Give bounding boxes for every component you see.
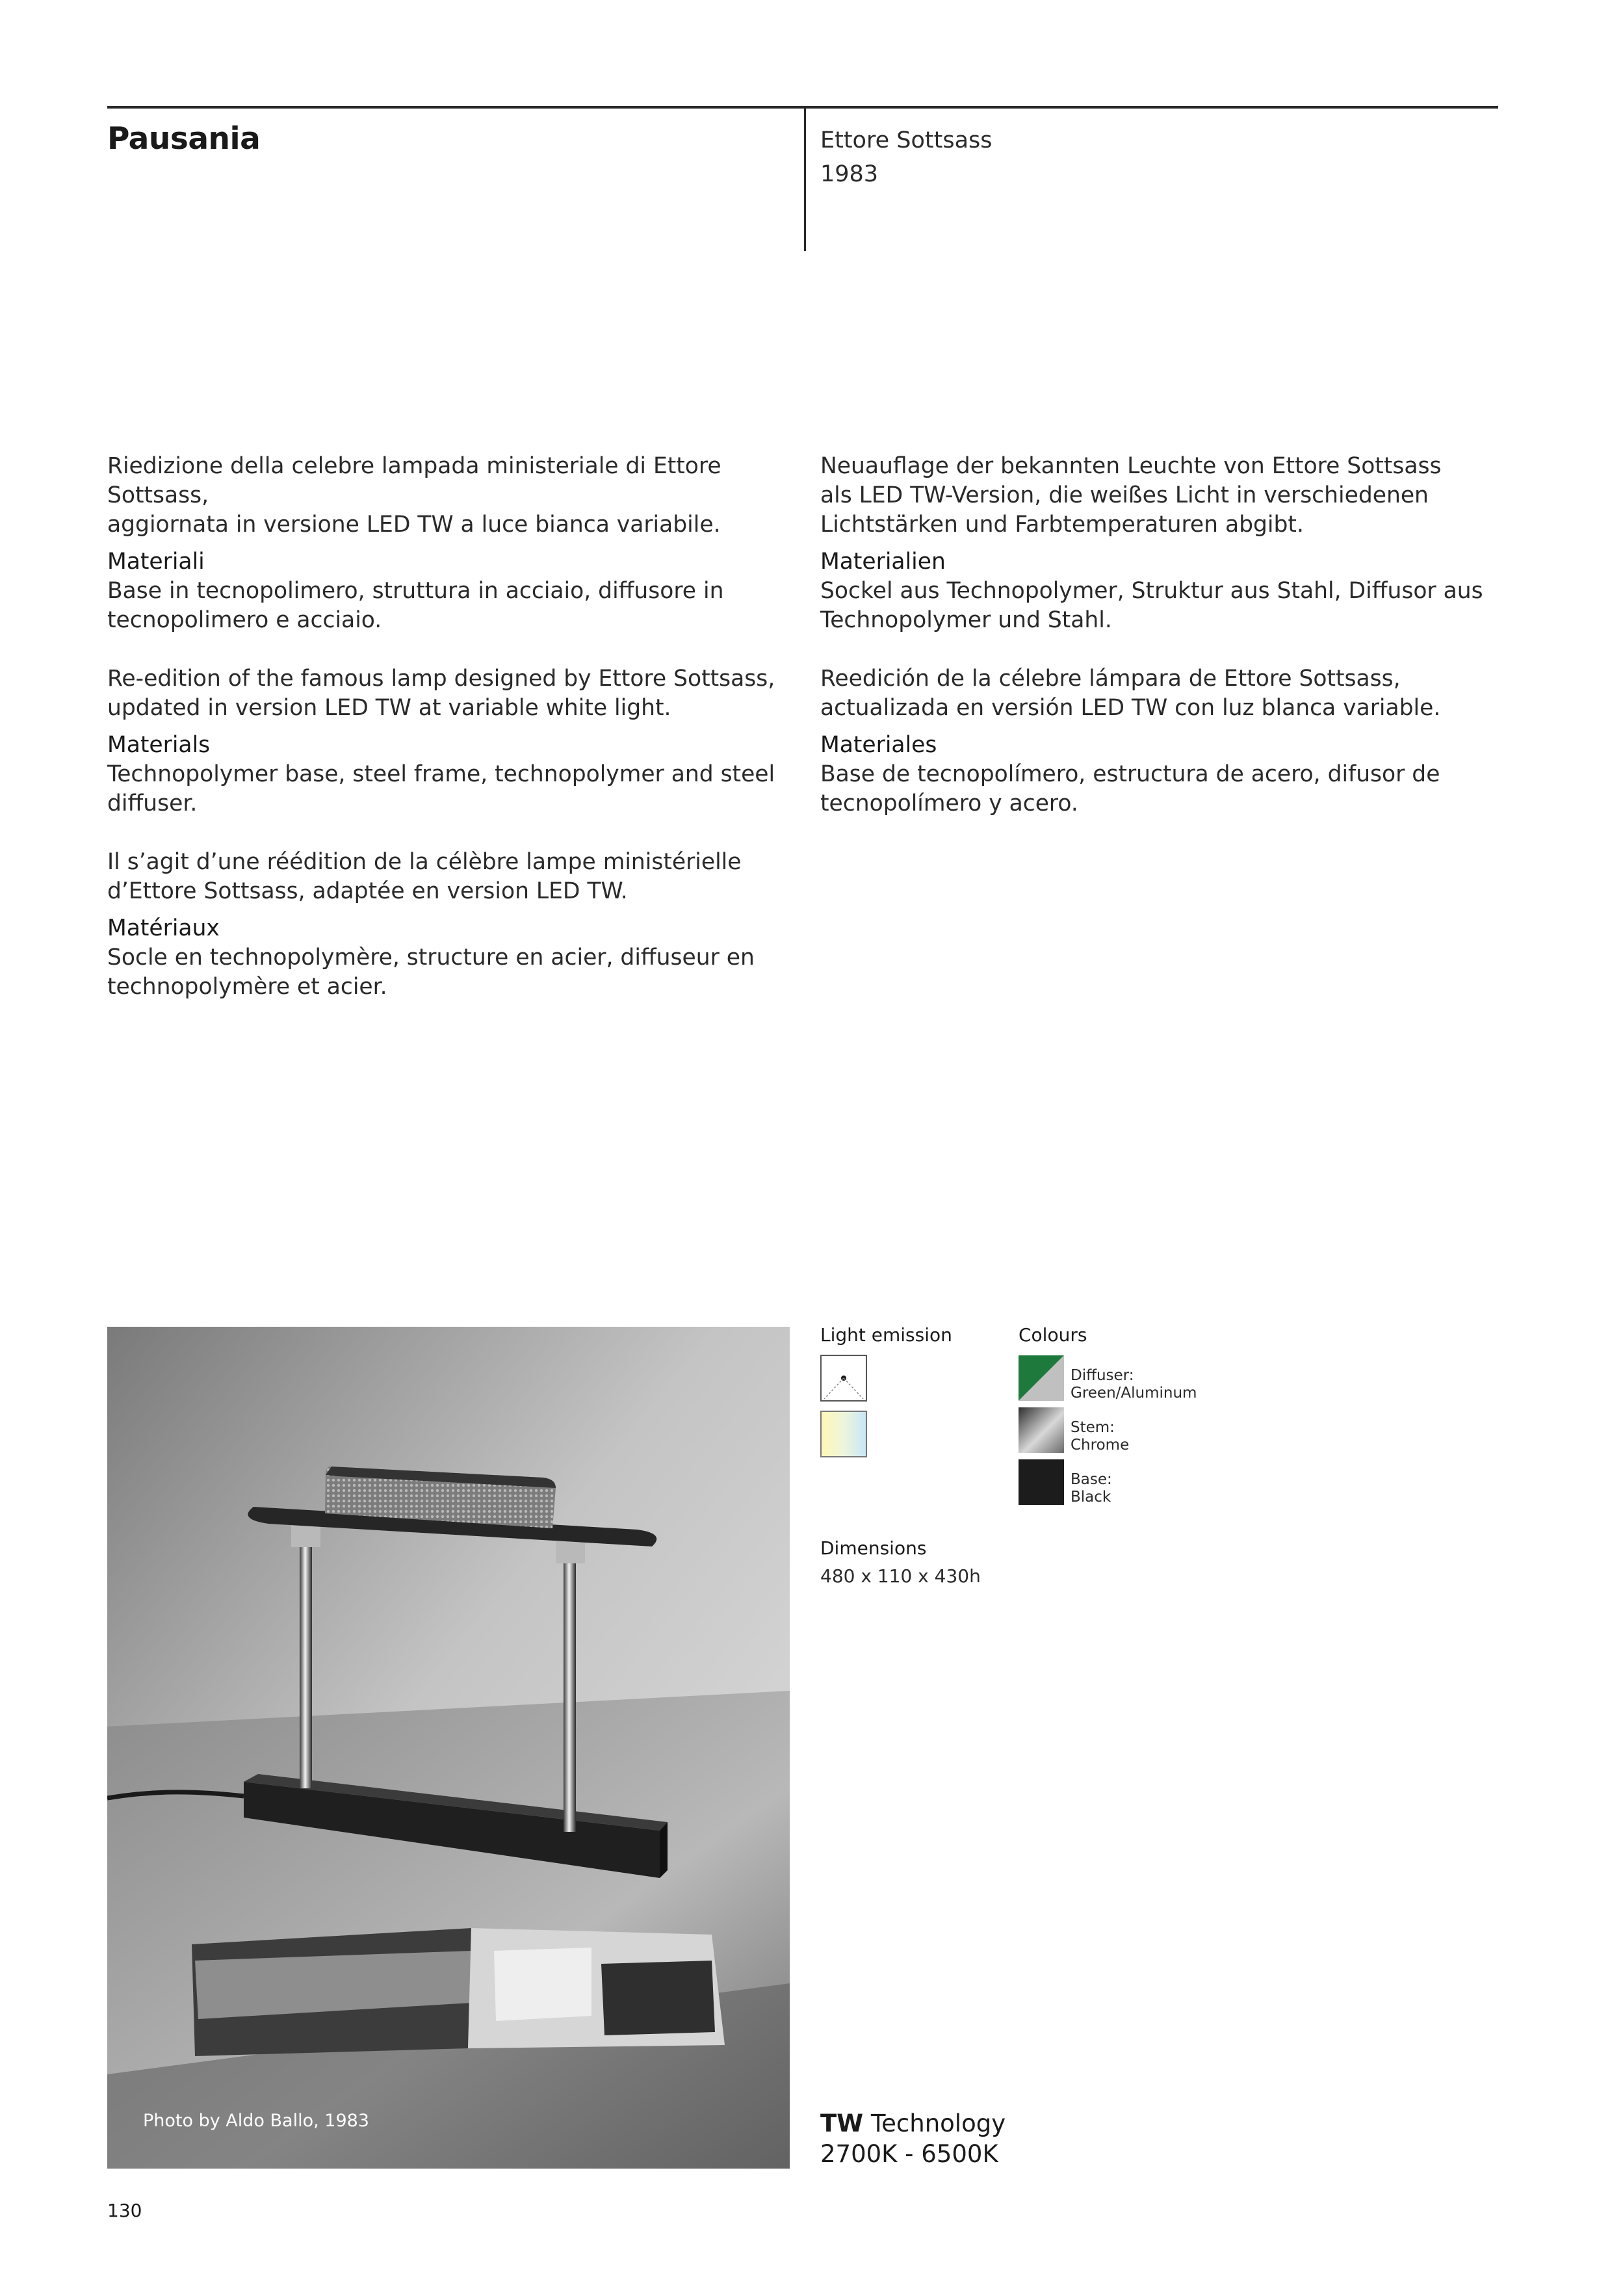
stem-colour-text	[1071, 1419, 1129, 1454]
header-rule	[107, 106, 1498, 109]
photo-credit: Photo by Aldo Ballo, 1983	[143, 2111, 369, 2131]
stem-value: Chrome	[1071, 1437, 1130, 1454]
page-number: 130	[107, 2200, 142, 2221]
description-column-left	[107, 452, 809, 1002]
de-materials-heading: Materialien	[820, 549, 946, 575]
light-emission-icon	[820, 1355, 867, 1402]
diffuser-colour-swatch	[1019, 1355, 1064, 1401]
en-desc-line: Re-edition of the famous lamp designed by Ettore Sottsass,	[107, 666, 775, 692]
it-desc-line: Riedizione della celebre lampada ministeriale di Ettore Sottsass,	[107, 453, 721, 508]
en-materials-line: Technopolymer base, steel frame, technopolymer and steel	[107, 761, 775, 787]
base-value: Black	[1071, 1489, 1111, 1506]
it-materials-heading: Materiali	[107, 549, 205, 575]
tw-temperature-range: 2700K - 6500K	[820, 2140, 998, 2168]
it-materials-line: Base in tecnopolimero, struttura in acciaio, diffusore in	[107, 578, 724, 604]
fr-materials-line: Socle en technopolymère, structure en acier, diffuseur en	[107, 945, 755, 971]
de-desc-line: Neuauflage der bekannten Leuchte von Ettore Sottsass	[820, 453, 1442, 479]
tw-technology-title	[820, 2109, 1006, 2137]
product-title: Pausania	[107, 121, 261, 157]
designer-name: Ettore Sottsass	[820, 127, 993, 153]
it-materials-line: tecnopolimero e acciaio.	[107, 607, 382, 633]
header-divider	[804, 106, 806, 251]
description-column-right	[820, 452, 1496, 818]
fr-materials-line: technopolymère et acier.	[107, 974, 387, 1000]
design-year: 1983	[820, 161, 879, 187]
en-desc-line: updated in version LED TW at variable white light.	[107, 695, 671, 721]
diffuser-value: Green/Aluminum	[1071, 1385, 1197, 1402]
base-swatch-fill	[1019, 1459, 1064, 1505]
es-desc-line: Reedición de la célebre lámpara de Ettore Sottsass,	[820, 666, 1401, 692]
de-desc-line: Lichtstärken und Farbtemperaturen abgibt.	[820, 512, 1304, 538]
base-label: Base:	[1071, 1471, 1112, 1488]
de-desc-line: als LED TW-Version, die weißes Licht in verschiedenen	[820, 482, 1429, 508]
tw-title-bold: TW	[820, 2109, 864, 2137]
it-desc-line: aggiornata in versione LED TW a luce bianca variabile.	[107, 512, 721, 538]
product-photo	[107, 1327, 790, 2169]
stem-label: Stem:	[1071, 1419, 1115, 1436]
en-materials-line: diffuser.	[107, 790, 198, 816]
fr-desc-line: Il s’agit d’une réédition de la célèbre lampe ministérielle	[107, 849, 742, 875]
designer-info	[820, 124, 992, 191]
diffuser-colour-text	[1071, 1367, 1197, 1402]
de-materials-line: Sockel aus Technopolymer, Struktur aus Stahl, Diffusor aus	[820, 578, 1483, 604]
dimensions-value: 480 x 110 x 430h	[820, 1565, 981, 1587]
base-colour-text	[1071, 1471, 1112, 1506]
diffuser-label: Diffuser:	[1071, 1367, 1134, 1384]
light-emission-label: Light emission	[820, 1324, 952, 1346]
fr-materials-heading: Matériaux	[107, 915, 220, 941]
en-materials-heading: Materials	[107, 732, 211, 758]
tw-title-rest: Technology	[870, 2109, 1006, 2137]
tunable-white-swatch	[820, 1411, 867, 1457]
colours-label: Colours	[1019, 1324, 1087, 1346]
es-materials-heading: Materiales	[820, 732, 937, 758]
es-materials-line: tecnopolímero y acero.	[820, 790, 1078, 816]
es-materials-line: Base de tecnopolímero, estructura de acero, difusor de	[820, 761, 1440, 787]
base-colour-swatch	[1019, 1459, 1064, 1505]
stem-colour-swatch	[1019, 1407, 1064, 1453]
de-materials-line: Technopolymer und Stahl.	[820, 607, 1112, 633]
fr-desc-line: d’Ettore Sottsass, adaptée en version LED TW.	[107, 878, 628, 904]
es-desc-line: actualizada en versión LED TW con luz blanca variable.	[820, 695, 1441, 721]
dimensions-label: Dimensions	[820, 1537, 927, 1559]
